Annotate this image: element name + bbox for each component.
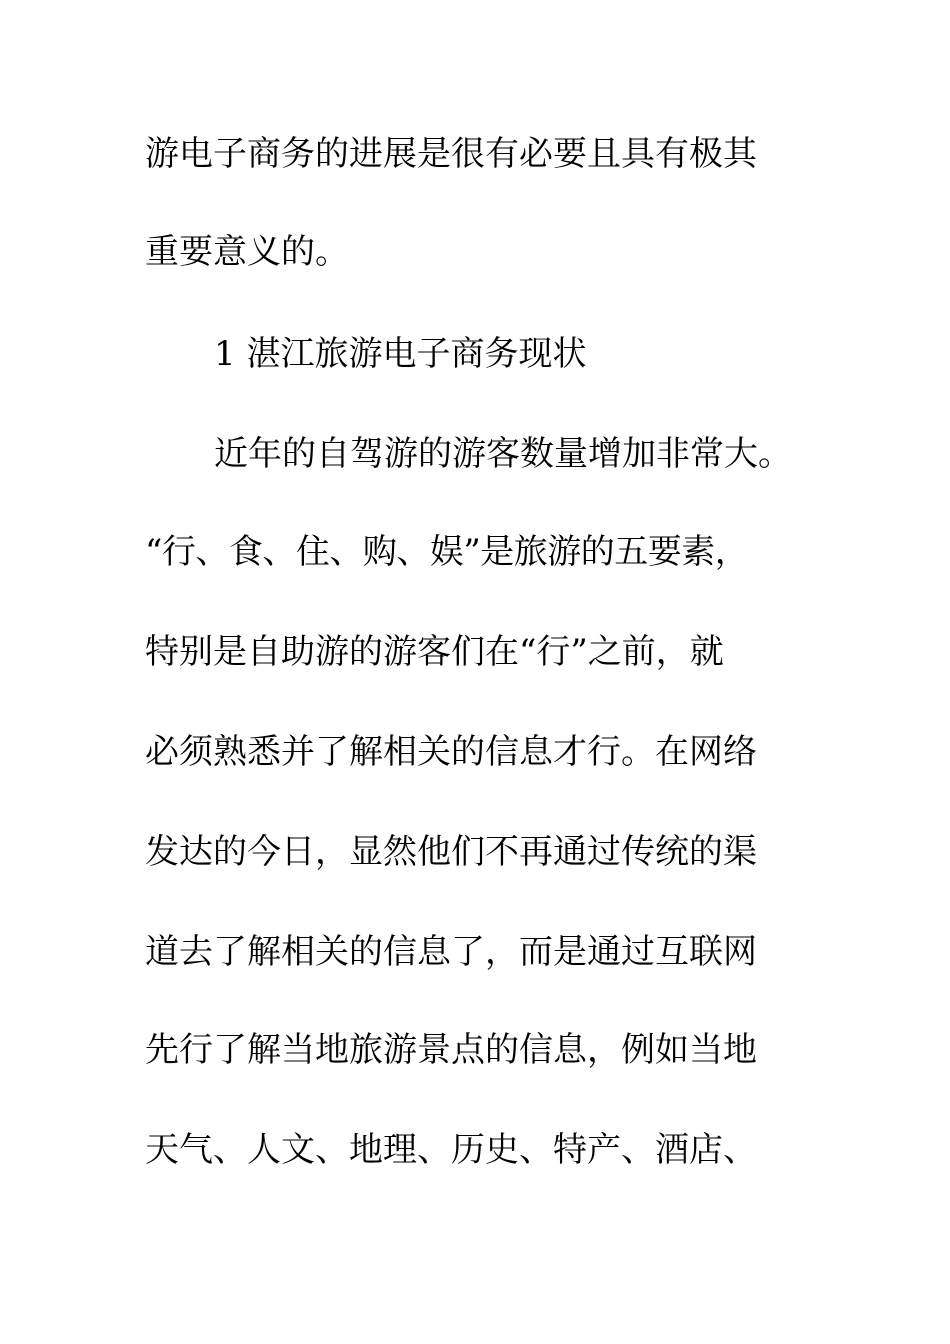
body-text-line: 游电子商务的进展是很有必要且具有极其 <box>145 134 757 174</box>
body-text-line: 先行了解当地旅游景点的信息，例如当地 <box>145 1030 757 1070</box>
body-text-line: 天气、人文、地理、历史、特产、酒店、 <box>145 1130 757 1170</box>
body-text-line: 发达的今日，显然他们不再通过传统的渠 <box>145 832 757 872</box>
body-text-line: “行、食、住、购、娱”是旅游的五要素， <box>145 532 749 572</box>
body-text-line: 道去了解相关的信息了，而是通过互联网 <box>145 932 757 972</box>
body-text-line: 特别是自助游的游客们在“行”之前，就 <box>145 632 724 672</box>
body-text-line: 必须熟悉并了解相关的信息才行。在网络 <box>145 732 757 772</box>
section-heading: 1 湛江旅游电子商务现状 <box>214 334 587 374</box>
paragraph-first-line: 近年的自驾游的游客数量增加非常大。 <box>214 434 792 474</box>
body-text-line: 重要意义的。 <box>145 232 349 272</box>
